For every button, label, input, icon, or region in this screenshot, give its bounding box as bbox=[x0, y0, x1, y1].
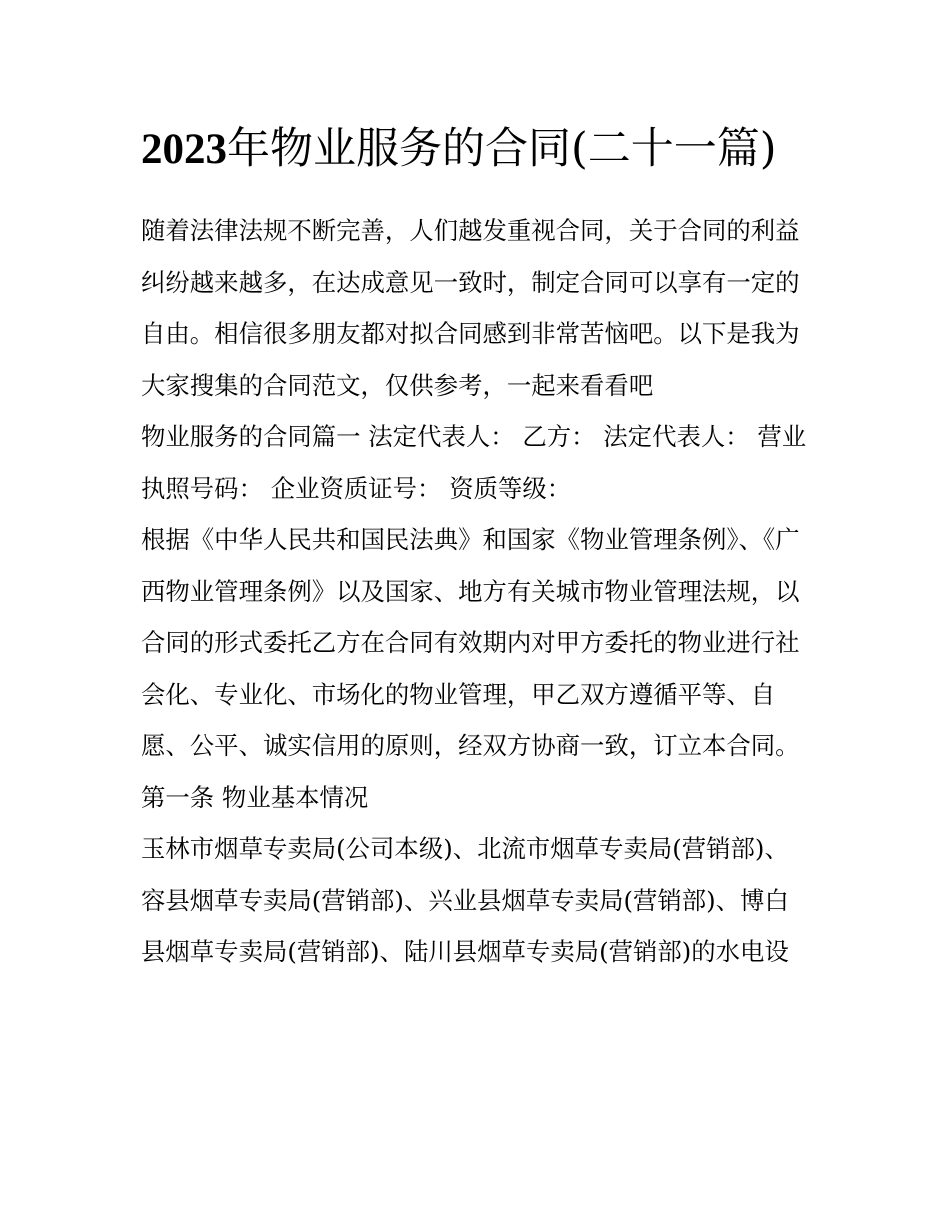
intro-paragraph: 随着法律法规不断完善，人们越发重视合同，关于合同的利益纠纷越来越多，在达成意见一致时，制定合同可以享有一定的自由。相信很多朋友都对拟合同感到非常苦恼吧。以下是我为大家搜集的合同范文，仅供参考，一起来看看吧 bbox=[141, 216, 800, 400]
document-body bbox=[141, 205, 813, 978]
property-info-paragraph: 玉林市烟草专卖局(公司本级)、北流市烟草专卖局(营销部)、容县烟草专卖局(营销部)、兴业县烟草专卖局(营销部)、博白县烟草专卖局(营销部)、陆川县烟草专卖局(营销部)的水电设 bbox=[141, 834, 789, 966]
document-title bbox=[141, 112, 813, 187]
document-page bbox=[141, 112, 813, 978]
contract-parties-paragraph: 物业服务的合同篇一 法定代表人： 乙方： 法定代表人： 营业执照号码： 企业资质证号： 资质等级： bbox=[141, 422, 807, 503]
title-text: 年物业服务的合同(二十一篇) bbox=[227, 124, 777, 174]
legal-basis-paragraph: 根据《中华人民共和国民法典》和国家《物业管理条例》、《广西物业管理条例》以及国家、地方有关城市物业管理法规，以合同的形式委托乙方在合同有效期内对甲方委托的物业进行社会化、专业化、市场化的物业管理，甲乙双方遵循平等、自愿、公平、诚实信用的原则，经双方协商一致，订立本合同。 bbox=[141, 525, 800, 760]
title-year: 2023 bbox=[141, 126, 227, 173]
article-one-heading: 第一条 物业基本情况 bbox=[141, 782, 369, 812]
